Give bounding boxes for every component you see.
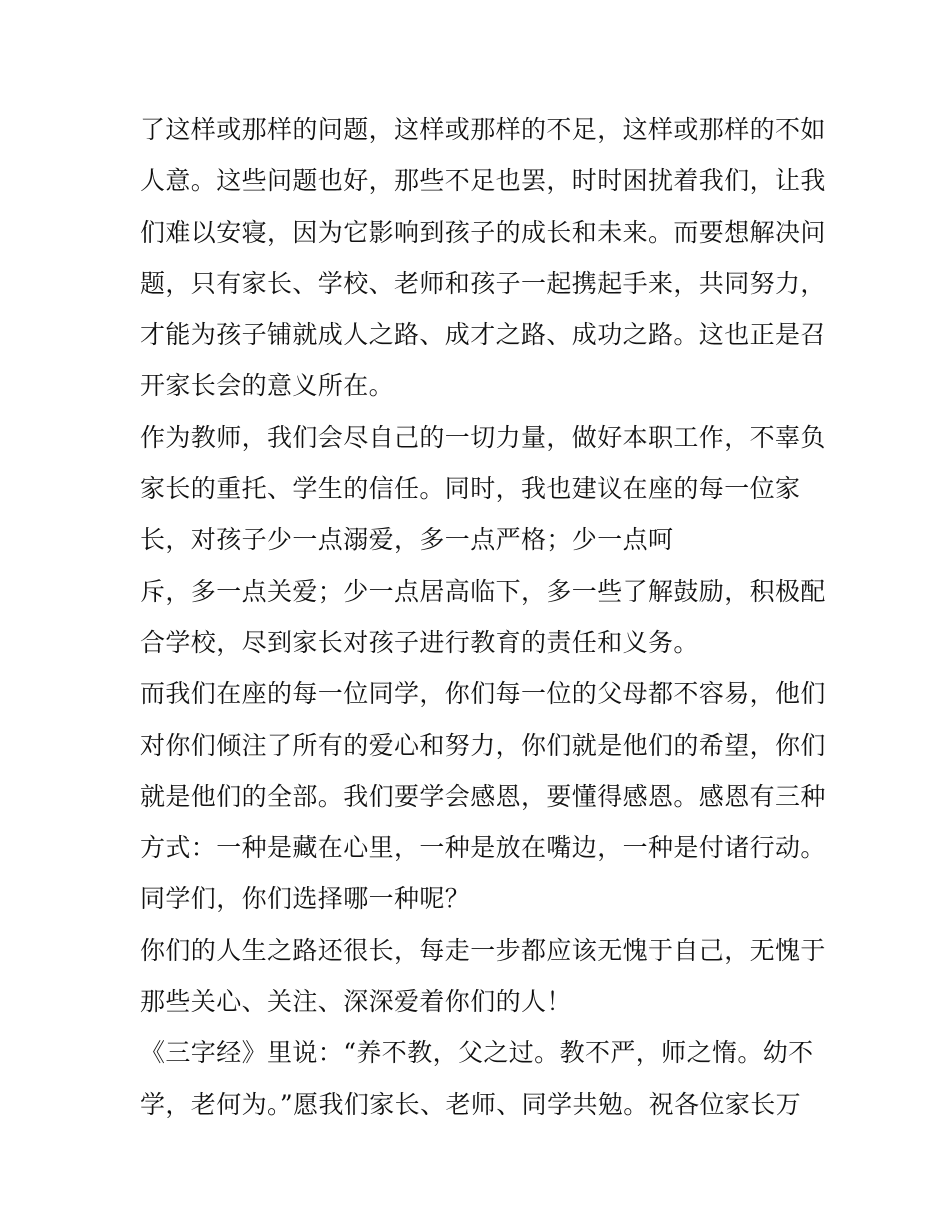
text-line: 合学校，尽到家长对孩子进行教育的责任和义务。	[140, 627, 699, 657]
text-line: 作为教师，我们会尽自己的一切力量，做好本职工作，不辜负	[140, 422, 826, 452]
text-line: 就是他们的全部。我们要学会感恩，要懂得感恩。感恩有三种	[140, 781, 826, 811]
text-line: 才能为孩子铺就成人之路、成才之路、成功之路。这也正是召	[140, 320, 826, 350]
text-line: 开家长会的意义所在。	[140, 371, 395, 401]
text-line: 那些关心、关注、深深爱着你们的人！	[140, 987, 572, 1017]
text-line: 学，老何为。”愿我们家长、老师、同学共勉。祝各位家长万	[140, 1089, 802, 1119]
text-line: 方式：一种是藏在心里，一种是放在嘴边，一种是付诸行动。	[140, 833, 826, 863]
body-text	[140, 108, 826, 1134]
text-line: 斥，多一点关爱；少一点居高临下，多一些了解鼓励，积极配	[140, 576, 826, 606]
text-line: 对你们倾注了所有的爱心和努力，你们就是他们的希望，你们	[140, 730, 826, 760]
text-line: 而我们在座的每一位同学，你们每一位的父母都不容易，他们	[140, 679, 826, 709]
text-line: 了这样或那样的问题，这样或那样的不足，这样或那样的不如	[140, 115, 826, 144]
text-line: 同学们，你们选择哪一种呢？	[140, 884, 471, 914]
text-line: 家长的重托、学生的信任。同时，我也建议在座的每一位家	[140, 474, 801, 504]
text-line: 题，只有家长、学校、老师和孩子一起携起手来，共同努力，	[140, 268, 826, 298]
text-line: 你们的人生之路还很长，每走一步都应该无愧于自己，无愧于	[140, 935, 826, 965]
text-line: 们难以安寝，因为它影响到孩子的成长和未来。而要想解决问	[140, 217, 826, 247]
text-line: 《三字经》里说：“养不教，父之过。教不严，师之惰。幼不	[140, 1038, 814, 1068]
text-line: 长，对孩子少一点溺爱，多一点严格；少一点呵	[140, 525, 674, 555]
text-line: 人意。这些问题也好，那些不足也罢，时时困扰着我们，让我	[140, 166, 826, 196]
